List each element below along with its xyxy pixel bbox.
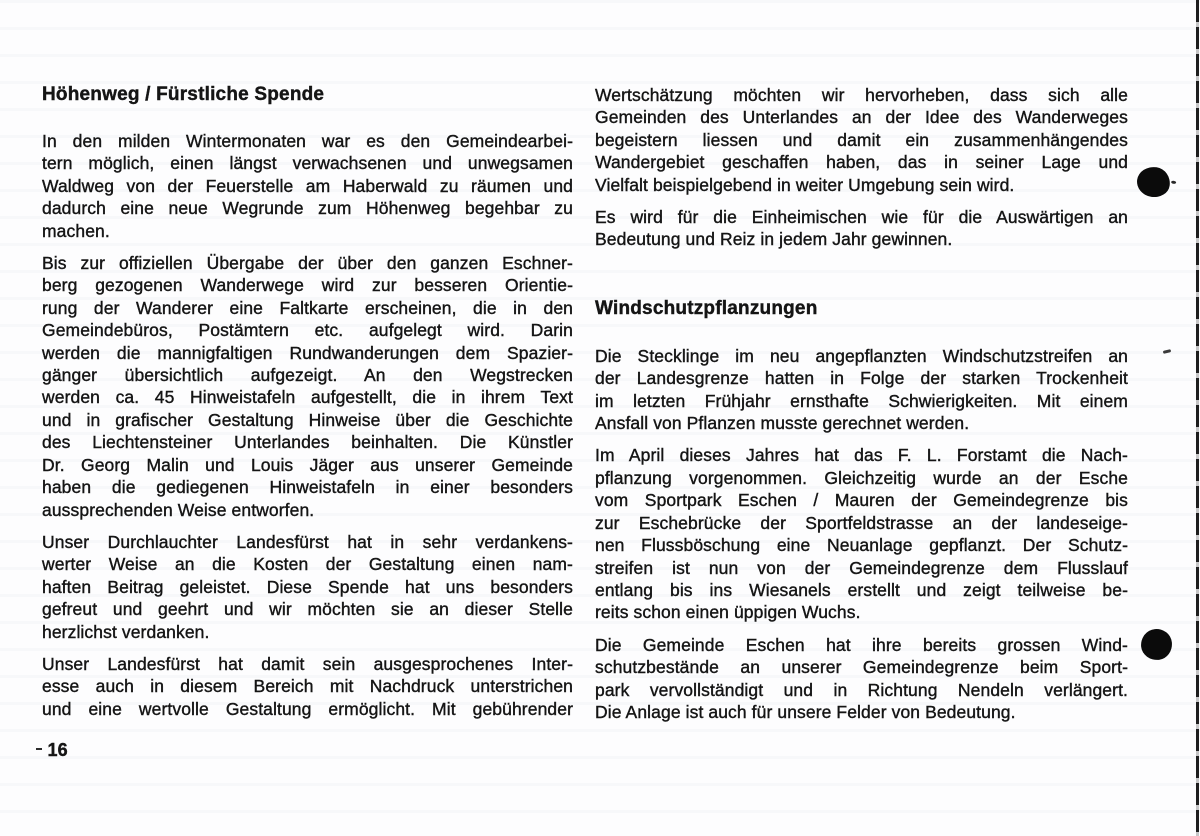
text-line: streifen ist nun von der Gemeindegrenze dem Flusslauf [595, 557, 1128, 578]
right-column-top-paragraphs [595, 84, 1128, 251]
text-line: Es wird für die Einheimischen wie für die Auswärtigen an [595, 207, 1128, 228]
page-number: 16 [47, 740, 68, 760]
print-artifact-dash [36, 748, 42, 750]
left-column-paragraphs [42, 130, 573, 720]
print-speck [1163, 349, 1171, 354]
text-line: Die Gemeinde Eschen hat ihre bereits grossen Wind- [595, 634, 1128, 655]
text-line: dadurch eine neue Wegrunde zum Höhenweg begehbar zu [42, 198, 573, 219]
text-line: tern möglich, einen längst verwachsenen und unwegsamen [42, 153, 573, 174]
paragraph [595, 84, 1128, 196]
text-line: reits schon einen üppigen Wuchs. [595, 602, 861, 623]
text-line: haben die gediegenen Hinweistafeln in einer besonders [42, 477, 573, 498]
text-line: und in grafischer Gestaltung Hinweise über die Geschichte [42, 409, 573, 430]
text-line: Unser Landesfürst hat damit sein ausgesprochenes Inter- [42, 653, 573, 674]
text-line: Waldweg von der Feuerstelle am Haberwald zu räumen und [42, 175, 573, 196]
paragraph [595, 444, 1128, 623]
text-line: werden die mannigfaltigen Rundwanderungen dem Spazier- [42, 342, 573, 363]
text-line: Im April dieses Jahres hat das F. L. Forstamt die Nach- [595, 445, 1128, 466]
text-line: machen. [42, 220, 110, 241]
text-line: Die Stecklinge im neu angepflanzten Windschutzstreifen an [595, 345, 1128, 366]
right-column [595, 84, 1128, 733]
paragraph [595, 206, 1128, 251]
text-line: aussprechenden Weise entworfen. [42, 499, 315, 520]
text-line: Bis zur offiziellen Übergabe der über den ganzen Eschner- [42, 253, 573, 274]
text-line: Gemeinden des Unterlandes an der Idee des Wanderweges [595, 107, 1128, 128]
ink-dot-top [1135, 165, 1172, 199]
paragraph [42, 252, 573, 521]
section-heading-windschutzpflanzungen: Windschutzpflanzungen [595, 297, 818, 319]
text-line: des Liechtensteiner Unterlandes beinhalten. Die Künstler [42, 432, 573, 453]
text-line: schutzbestände an unserer Gemeindegrenze beim Sport- [595, 657, 1128, 678]
text-line: der Landesgrenze hatten in Folge der starken Trockenheit [595, 368, 1128, 389]
text-line: Wertschätzung möchten wir hervorheben, dass sich alle [595, 85, 1128, 105]
text-line: gänger übersichtlich aufgezeigt. An den Wegstrecken [42, 365, 573, 386]
text-line: vom Sportpark Eschen / Mauren der Gemeindegrenze bis [595, 490, 1128, 511]
paragraph [42, 531, 573, 643]
text-line: Unser Durchlauchter Landesfürst hat in sehr verdankens- [42, 531, 573, 552]
text-line: Die Anlage ist auch für unsere Felder von Bedeutung. [595, 701, 1016, 722]
text-line: Wandergebiet geschaffen haben, das in seiner Lage und [595, 152, 1128, 173]
text-line: werden ca. 45 Hinweistafeln aufgestellt, die in ihrem Text [42, 387, 573, 408]
text-line: gefreut und geehrt und wir möchten sie an dieser Stelle [42, 599, 573, 620]
section-heading-hoehenweg: Höhenweg / Fürstliche Spende [42, 84, 325, 105]
scan-edge-line [1196, 0, 1199, 836]
text-line: entlang bis ins Wiesanels erstellt und zeigt teilweise be- [595, 579, 1128, 600]
text-line: esse auch in diesem Bereich mit Nachdruck unterstrichen [42, 676, 573, 697]
paragraph [595, 634, 1128, 724]
paragraph [595, 345, 1128, 435]
text-line: berg gezogenen Wanderwege wird zur besseren Orientie- [42, 275, 573, 296]
text-line: Ansfall von Pflanzen musste gerechnet werden. [595, 413, 970, 434]
text-line: Bedeutung und Reiz in jedem Jahr gewinnen. [595, 229, 953, 250]
text-line: park vervollständigt und in Richtung Nendeln verlängert. [595, 679, 1128, 700]
text-line: In den milden Wintermonaten war es den Gemeindearbei- [42, 131, 573, 151]
text-line: nen Flussböschung eine Neuanlage gepflanzt. Der Schutz- [595, 535, 1128, 556]
right-column-paragraphs [595, 345, 1128, 724]
text-line: begeistern liessen und damit ein zusammenhängendes [595, 129, 1128, 150]
text-line: herzlichst verdanken. [42, 621, 210, 642]
left-column [42, 84, 573, 730]
text-line: und eine wertvolle Gestaltung ermöglicht. Mit gebührender [42, 698, 573, 719]
text-line: im letzten Frühjahr ernsthafte Schwierigkeiten. Mit einem [595, 390, 1128, 411]
text-line: rung der Wanderer eine Faltkarte erscheinen, die in den [42, 297, 573, 318]
text-line: zur Eschebrücke der Sportfeldstrasse an der landeseige- [595, 512, 1128, 533]
text-line: werter Weise an die Kosten der Gestaltung einen nam- [42, 554, 573, 575]
text-line: Gemeindebüros, Postämtern etc. aufgelegt wird. Darin [42, 320, 573, 341]
ink-dot-bottom [1139, 627, 1173, 661]
text-line: Dr. Georg Malin und Louis Jäger aus unserer Gemeinde [42, 454, 573, 475]
text-line: haften Beitrag geleistet. Diese Spende hat uns besonders [42, 576, 573, 597]
paragraph [42, 130, 573, 242]
paragraph [42, 653, 573, 720]
text-line: Vielfalt beispielgebend in weiter Umgebung sein wird. [595, 174, 1015, 195]
text-line: pflanzung vorgenommen. Gleichzeitig wurde an der Esche [595, 467, 1128, 488]
page-number-area [36, 740, 68, 761]
